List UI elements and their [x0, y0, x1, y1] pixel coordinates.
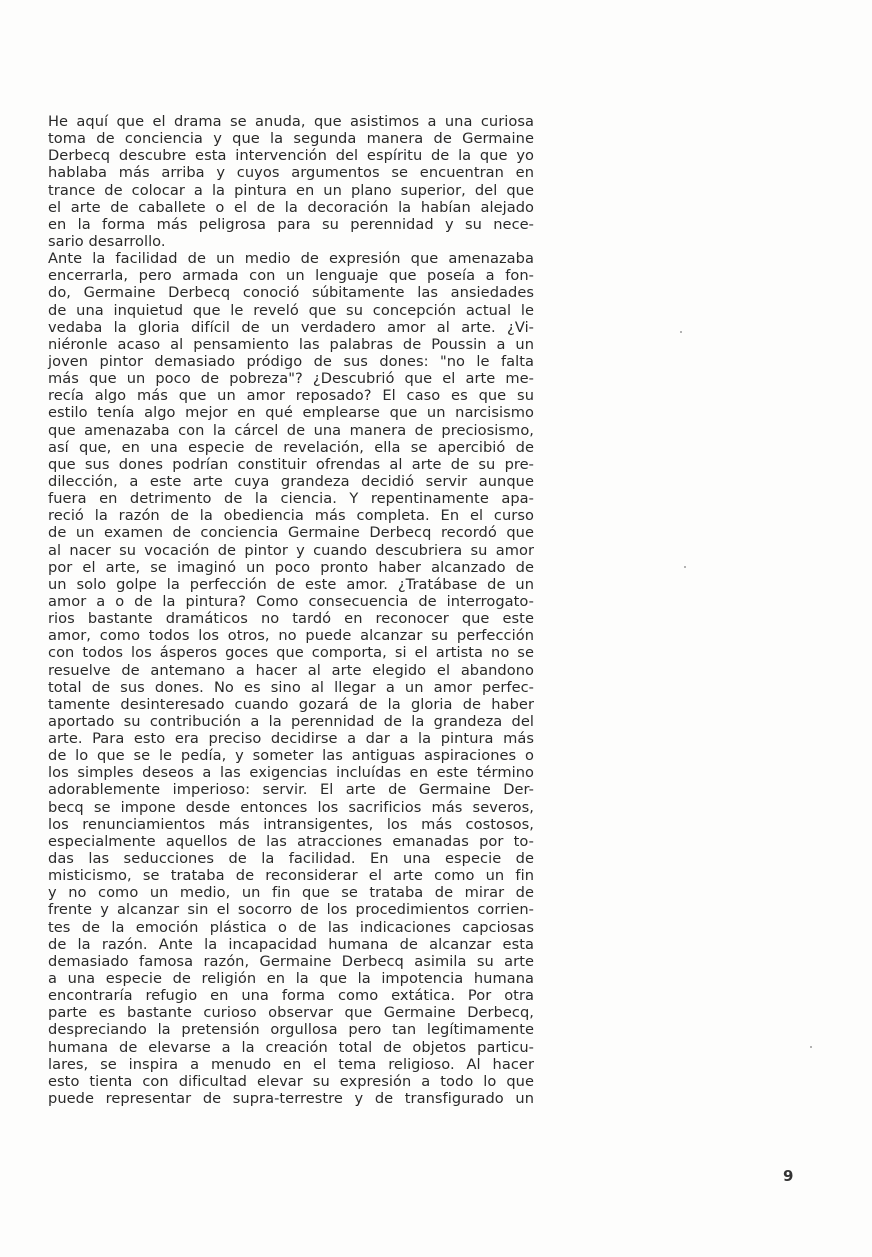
text-line: de la razón. Ante la incapacidad humana de alcanzar esta	[48, 935, 534, 953]
text-line: que amenazaba con la cárcel de una manera de preciosismo,	[48, 421, 534, 439]
text-line: lares, se inspira a menudo en el tema religioso. Al hacer	[48, 1055, 534, 1073]
text-line: adorablemente imperioso: servir. El arte de Germaine Der-	[48, 781, 534, 799]
text-line: y no como un medio, un fin que se trataba de mirar de	[48, 884, 534, 902]
text-line: estilo tenía algo mejor en qué emplearse que un narcisismo	[48, 404, 534, 422]
text-line: de lo que se le pedía, y someter las antiguas aspiraciones o	[48, 747, 534, 765]
text-line: demasiado famosa razón, Germaine Derbecq asimila su arte	[48, 952, 534, 970]
text-line: que sus dones podrían constituir ofrendas al arte de su pre-	[48, 455, 534, 473]
text-line: puede representar de supra-terrestre y de transfigurado un	[48, 1090, 534, 1108]
text-line: un solo golpe la perfección de este amor. ¿Tratábase de un	[48, 575, 534, 593]
text-line: tamente desinteresado cuando gozará de la gloria de haber	[48, 695, 534, 713]
text-line: el arte de caballete o el de la decoración la habían alejado	[48, 198, 534, 216]
text-line: hablaba más arriba y cuyos argumentos se encuentran en	[48, 164, 534, 182]
text-line: de una inquietud que le reveló que su concepción actual le	[48, 301, 534, 319]
text-line: do, Germaine Derbecq conoció súbitamente las ansiedades	[48, 284, 534, 302]
text-line: humana de elevarse a la creación total de objetos particu-	[48, 1038, 534, 1056]
text-line: con todos los ásperos goces que comporta, si el artista no se	[48, 644, 534, 662]
body-text	[48, 113, 534, 1107]
text-line: en la forma más peligrosa para su perennidad y su nece-	[48, 215, 534, 233]
text-line: Derbecq descubre esta intervención del espíritu de la que yo	[48, 147, 534, 165]
text-line: los simples deseos a las exigencias incluídas en este término	[48, 764, 534, 782]
text-line: encontraría refugio en una forma como extática. Por otra	[48, 987, 534, 1005]
text-line: al nacer su vocación de pintor y cuando descubriera su amor	[48, 541, 534, 559]
text-line: arte. Para esto era preciso decidirse a dar a la pintura más	[48, 730, 534, 748]
text-line: das las seducciones de la facilidad. En una especie de	[48, 850, 534, 868]
text-line: parte es bastante curioso observar que Germaine Derbecq,	[48, 1004, 534, 1022]
text-line: trance de colocar a la pintura en un plano superior, del que	[48, 181, 534, 199]
text-line: total de sus dones. No es sino al llegar a un amor perfec-	[48, 678, 534, 696]
text-line: resuelve de antemano a hacer al arte elegido el abandono	[48, 661, 534, 679]
text-line: a una especie de religión en la que la impotencia humana	[48, 970, 534, 988]
text-line: sario desarrollo.	[48, 232, 166, 250]
text-line: niéronle acaso al pensamiento las palabras de Poussin a un	[48, 335, 534, 353]
text-line: rios bastante dramáticos no tardó en reconocer que este	[48, 610, 534, 628]
text-line: He aquí que el drama se anuda, que asistimos a una curiosa	[48, 113, 534, 130]
text-line: encerrarla, pero armada con un lenguaje que poseía a fon-	[48, 267, 534, 285]
text-line: fuera en detrimento de la ciencia. Y repentinamente apa-	[48, 490, 534, 508]
text-line: Ante la facilidad de un medio de expresión que amenazaba	[48, 250, 534, 268]
text-line: frente y alcanzar sin el socorro de los procedimientos corrien-	[48, 901, 534, 919]
text-line: amor a o de la pintura? Como consecuencia de interrogato-	[48, 592, 534, 610]
text-line: despreciando la pretensión orgullosa pero tan legítimamente	[48, 1021, 534, 1039]
text-line: así que, en una especie de revelación, ella se apercibió de	[48, 438, 534, 456]
text-line: vedaba la gloria difícil de un verdadero amor al arte. ¿Vi-	[48, 318, 534, 336]
text-line: aportado su contribución a la perennidad de la grandeza del	[48, 712, 534, 730]
text-line: recía algo más que un amor reposado? El caso es que su	[48, 387, 534, 405]
text-line: los renunciamientos más intransigentes, los más costosos,	[48, 815, 534, 833]
text-line: esto tienta con dificultad elevar su expresión a todo lo que	[48, 1072, 534, 1090]
text-line: toma de conciencia y que la segunda manera de Germaine	[48, 130, 534, 148]
text-line: especialmente aquellos de las atracciones emanadas por to-	[48, 832, 534, 850]
page-number: 9	[783, 1167, 794, 1185]
text-line: de un examen de conciencia Germaine Derbecq recordó que	[48, 524, 534, 542]
scan-speck	[684, 566, 686, 568]
text-line: tes de la emoción plástica o de las indicaciones capciosas	[48, 918, 534, 936]
text-line: misticismo, se trataba de reconsiderar el arte como un fin	[48, 867, 534, 885]
text-line: amor, como todos los otros, no puede alcanzar su perfección	[48, 627, 534, 645]
text-line: más que un poco de pobreza"? ¿Descubrió que el arte me-	[48, 370, 534, 388]
scan-speck	[680, 331, 682, 333]
text-line: por el arte, se imaginó un poco pronto haber alcanzado de	[48, 558, 534, 576]
text-line: reció la razón de la obediencia más completa. En el curso	[48, 507, 534, 525]
text-line: dilección, a este arte cuya grandeza decidió servir aunque	[48, 472, 534, 490]
text-line: becq se impone desde entonces los sacrificios más severos,	[48, 798, 534, 816]
text-line: joven pintor demasiado pródigo de sus dones: "no le falta	[48, 352, 534, 370]
scan-speck	[810, 1046, 812, 1048]
